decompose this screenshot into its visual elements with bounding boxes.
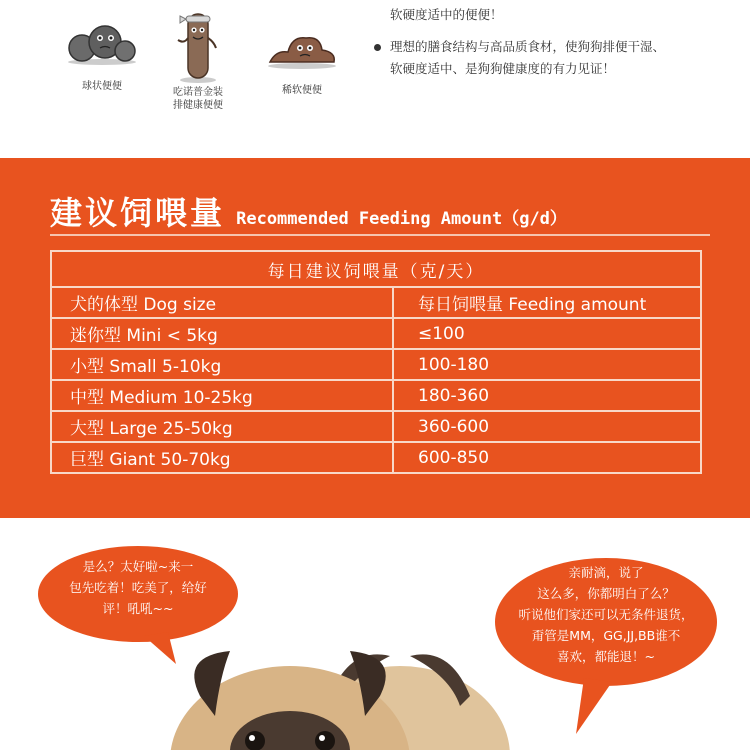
table-row bbox=[51, 318, 701, 349]
stool-label: 稀软便便 bbox=[282, 85, 322, 96]
table-row bbox=[51, 442, 701, 473]
feeding-table bbox=[50, 250, 702, 474]
feeding-amount-cell: 360-600 bbox=[393, 411, 701, 442]
stool-type-balls bbox=[62, 18, 142, 93]
dog-size-cell: 小型 Small 5-10kg bbox=[51, 349, 393, 380]
feeding-amount-cell: 600-850 bbox=[393, 442, 701, 473]
dog-size-cell: 迷你型 Mini < 5kg bbox=[51, 318, 393, 349]
feeding-amount-cell: 180-360 bbox=[393, 380, 701, 411]
soft-stool-illustration bbox=[262, 22, 342, 70]
table-header-row bbox=[51, 251, 701, 287]
speech-line: 喜欢，都能退！~ bbox=[557, 649, 655, 664]
feeding-amount-cell: ≤100 bbox=[393, 318, 701, 349]
table-row bbox=[51, 349, 701, 380]
stool-label: 球状便便 bbox=[82, 81, 122, 92]
speech-text-left bbox=[36, 544, 240, 619]
table-column-row bbox=[51, 287, 701, 318]
stool-type-healthy bbox=[158, 4, 238, 112]
dog-size-cell: 大型 Large 25-50kg bbox=[51, 411, 393, 442]
benefit-item-line: 软硬度适中、是狗狗健康度的有力见证！ bbox=[390, 61, 616, 76]
speech-line: 是么？太好啦~来一 bbox=[82, 559, 194, 574]
column-dog-size: 犬的体型 Dog size bbox=[51, 287, 393, 318]
benefit-item-line: 理想的膳食结构与高品质食材，使狗狗排便干湿、 bbox=[390, 39, 666, 54]
feeding-title-en: Recommended Feeding Amount（g/d） bbox=[236, 209, 567, 229]
healthy-stool-illustration bbox=[158, 4, 238, 84]
bullet-dot-icon bbox=[374, 44, 381, 51]
table-header: 每日建议饲喂量（克/天） bbox=[51, 251, 701, 287]
speech-line: 亲耐滴，说了 bbox=[568, 565, 644, 580]
feeding-amount-cell: 100-180 bbox=[393, 349, 701, 380]
ball-stool-illustration bbox=[62, 18, 142, 66]
pug-puppies-photo bbox=[100, 636, 560, 750]
dogs-section bbox=[0, 518, 750, 750]
stool-comparison-section bbox=[0, 0, 750, 158]
feeding-title bbox=[50, 188, 710, 236]
speech-line: 评！吼吼~~ bbox=[102, 601, 174, 616]
stool-label bbox=[158, 86, 238, 112]
stool-label-line: 排健康便便 bbox=[173, 100, 223, 111]
speech-line: 包先吃着！吃美了，给好 bbox=[69, 580, 207, 595]
dog-size-cell: 巨型 Giant 50-70kg bbox=[51, 442, 393, 473]
speech-line: 甭管是MM，GG,JJ,BB谁不 bbox=[531, 628, 681, 643]
feeding-title-cn: 建议饲喂量 bbox=[50, 194, 226, 232]
stool-label-line: 吃诺普金装 bbox=[173, 87, 223, 98]
table-row bbox=[51, 411, 701, 442]
benefit-item bbox=[372, 36, 742, 80]
column-feeding-amount: 每日饲喂量 Feeding amount bbox=[393, 287, 701, 318]
benefit-text bbox=[372, 4, 742, 80]
benefit-line: 软硬度适中的便便！ bbox=[390, 7, 503, 22]
speech-line: 这么多，你都明白了么？ bbox=[537, 586, 675, 601]
dog-size-cell: 中型 Medium 10-25kg bbox=[51, 380, 393, 411]
table-row bbox=[51, 380, 701, 411]
stool-type-soft bbox=[262, 22, 342, 97]
feeding-section bbox=[0, 158, 750, 518]
speech-line: 听说他们家还可以无条件退货， bbox=[518, 607, 694, 622]
